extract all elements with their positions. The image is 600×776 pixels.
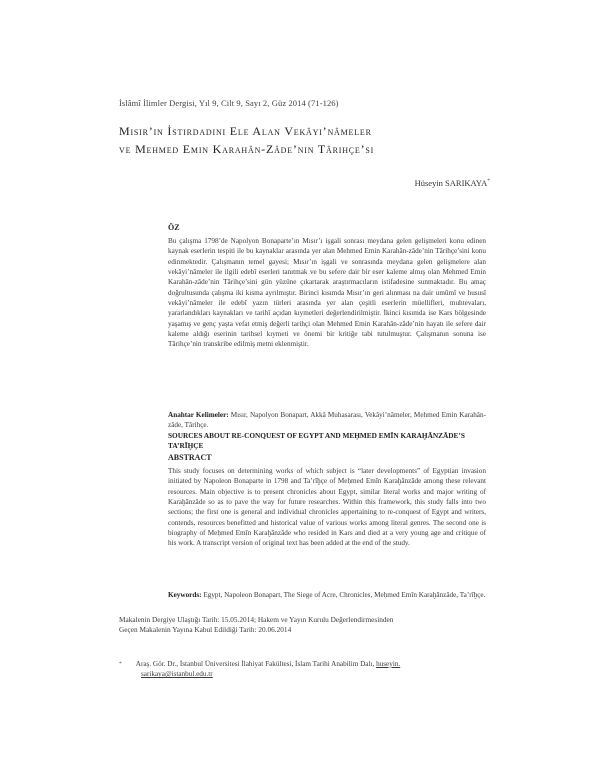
footnote-mark: * — [119, 661, 122, 667]
footnote-line-1 — [119, 659, 489, 669]
footnote-text: Araş. Gör. Dr., İstanbul Üniversitesi İlahiyat Fakültesi, İslam Tarihi Anabilim Dalı, — [135, 660, 377, 668]
article-title-line-2: ve Mehmed Emin Karahân-Zâde’nin Târihçe’si — [119, 142, 375, 156]
dates-line-1: Makalenin Dergiye Ulaştığı Tarih: 15.05.2014; Hakem ve Yayın Kurulu Değerlendirmesinden — [119, 615, 394, 624]
article-title-line-1: Mısır’ın İstirdadını Ele Alan Vekâyi’nâmeler — [119, 124, 372, 138]
footnote — [119, 659, 489, 680]
turkish-keywords-list: Mısır, Napolyon Bonapart, Akkâ Muhasarası, Vekâyi’nâmeler, Mehmed Emin Karahân-zâde, Târihçe. — [168, 411, 486, 430]
english-keywords — [168, 590, 486, 600]
oz-body: Bu çalışma 1798’de Napolyon Bonaparte’ın Mısır’ı işgali sonrası meydana gelen gelişmeleri konu edinen kaynak eserlerin tespiti ile bu kaynaklar arasında yer alan Mehmed Emin Karahân-zâde’nin Târihçe’sini konu edinmektedir. Çalışmanın temel gayesi; Mısır’ın işgali ve sonrasında meydana gelen gelişmelere alan vekâyi’nâmeler ile ilgili edebî eserleri tanıtmak ve bu sefere dair bir eser kaleme almış olan Mehmed Emin Karahân-zâde’nin Târihçe’sini gün yüzüne çıkartarak araştırmacıların istifadesine sunmaktadır. Bu amaç doğrultusunda çalışma iki kısma ayrılmıştır. Birinci kısımda Mısır’ın geri alınması na dair umûmî ve hususî vekâyi’nâmeler ile edebî yazın türleri arasında yer alan çeşitli eserlerin müellifleri, muhtevaları, yararlandıkları kaynakları ve tarihî açıdan kıymetleri değerlendirilmiştir. İkinci kısımda ise Kars bölgesinde yaşamış ve genç yaşta vefat etmiş değerli tarihçi olan Mehmed Emin Karahân-zâde’nin hayatı ile sefere dair kaleme aldığı eserinin tarihsel kıymeti ve önemi bir kritiğe tabi tutulmuştur. Çalışmanın sonuna ise Târihçe’nin transkribe edilmiş metni eklenmiştir. — [168, 237, 486, 349]
footnote-line-2 — [119, 669, 489, 679]
journal-citation: İslâmî İlimler Dergisi, Yıl 9, Cilt 9, Sayı 2, Güz 2014 (71-126) — [119, 98, 339, 108]
english-keywords-list: Egypt, Napoleon Bonapart, The Siege of Acre, Chronicles, Meḥmed Emīn Karaḫānzāde, Ta’rīḫçe. — [201, 591, 486, 599]
submission-dates — [119, 615, 489, 636]
turkish-keywords-label: Anahtar Kelimeler: — [168, 411, 229, 419]
english-title: SOURCES ABOUT RE-CONQUEST OF EGYPT AND MEḤMED EMĪN KARAḪĀNZĀDE’S TA’RĪḪÇE — [168, 431, 465, 450]
abstract-heading: ABSTRACT — [168, 453, 212, 462]
abstract-body: This study focuses on determining works of which subject is “later developments” of Egyptian invasion initiated by Napoleon Bonaparte in 1798 and Ta’rīḫçe of Meḥmed Emīn Karaḫānzāde among these relevant resources. Main objective is to present chronicles about Egypt, similar literal works and major writing of Karaḫānzāde so as to pave the way for future researches. Within this framework, this study falls into two sections; the first one is general and individual chronicles appertaining to re-conquest of Egypt and writers, contends, resources benefitted and historical value of various works among literal genres. The second one is biography of Meḥmed Emīn Karaḫānzāde who resided in Kars and died at a very young age and critique of his work. A transcript version of original text has been added at the end of the study. — [168, 467, 486, 548]
email-link-part-2[interactable]: sarikaya@istanbul.edu.tr — [141, 670, 213, 679]
oz-heading: ÖZ — [168, 223, 180, 232]
email-link-part-1[interactable]: huseyin. — [376, 660, 401, 668]
dates-line-2: Geçen Makalenin Yayına Kabul Edildiği Tarih: 20.06.2014 — [119, 625, 292, 635]
english-keywords-label: Keywords: — [168, 591, 202, 599]
turkish-keywords — [168, 410, 486, 431]
author-name: Hüseyin SARIKAYA — [414, 178, 488, 188]
author — [415, 178, 490, 188]
author-footnote-mark: * — [487, 178, 490, 184]
